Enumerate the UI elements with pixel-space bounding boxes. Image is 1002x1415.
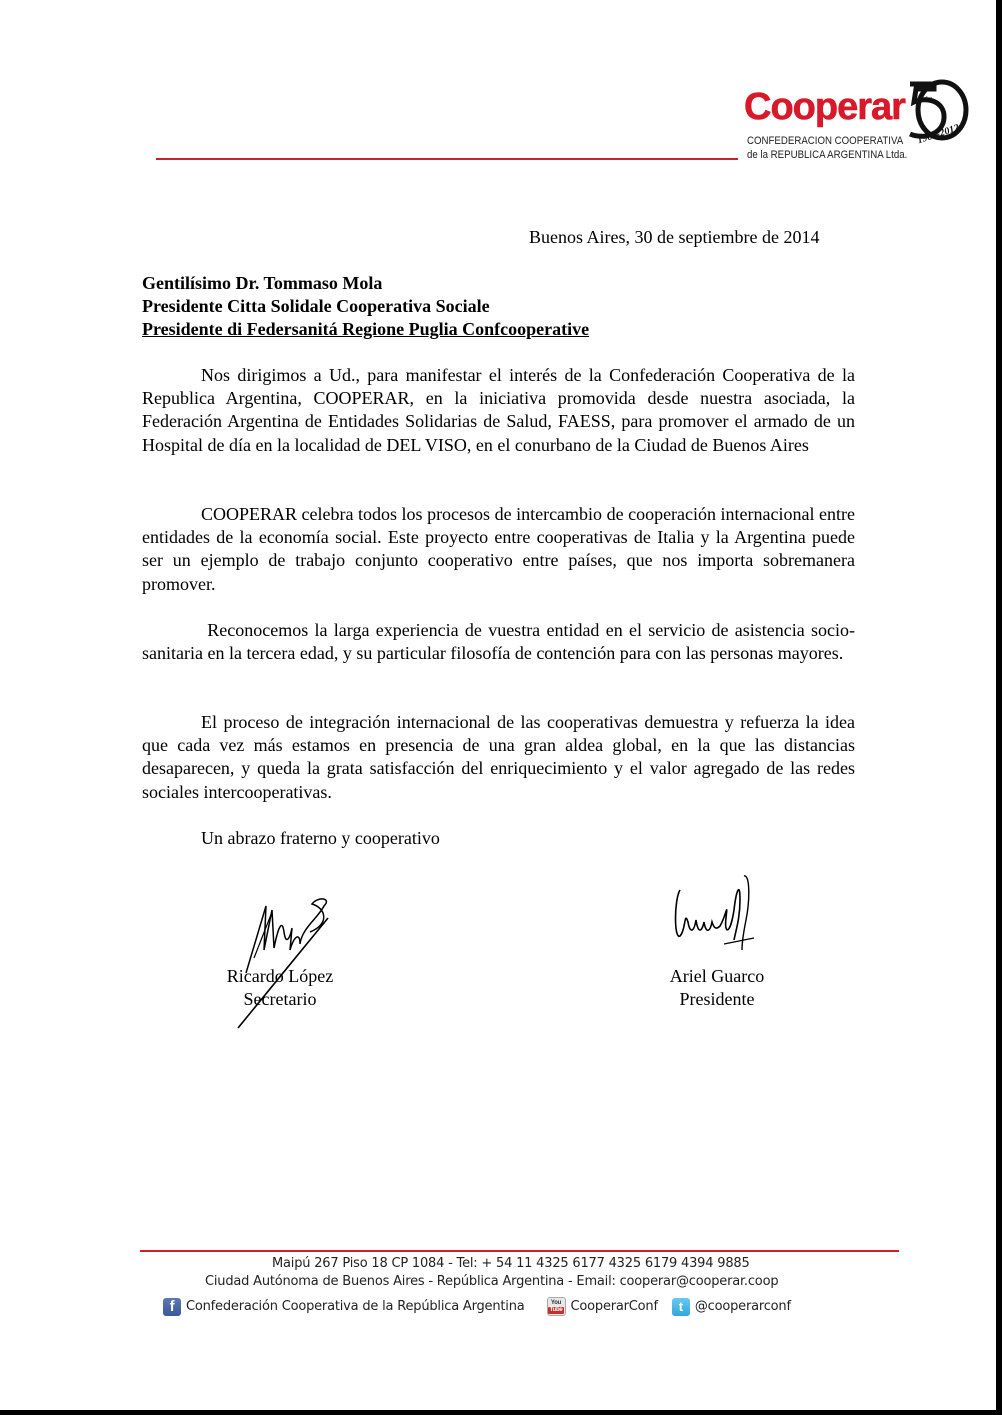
logo-subtitle-line1: CONFEDERACION COOPERATIVA [747, 135, 904, 147]
letter-date: Buenos Aires, 30 de septiembre de 2014 [529, 227, 820, 247]
signatory-president [642, 965, 792, 1011]
recipient-title-1: Presidente Citta Solidale Cooperativa Sociale [142, 296, 490, 317]
anniversary-word: AÑOS [922, 95, 940, 108]
header-divider [156, 158, 738, 160]
signatory-secretary [205, 965, 355, 1011]
recipient-title-2: Presidente di Federsanitá Regione Puglia Confcooperative [142, 319, 590, 340]
page-shadow-bottom [0, 1410, 1002, 1415]
signature-president [670, 870, 770, 955]
body-paragraph: Nos dirigimos a Ud., para manifestar el interés de la Confederación Cooperativa de la Republica Argentina, COOPERAR, en la iniciativa promovida desde nuestra asociada, la Federación Argentina de Entidades Solidarias de Salud, FAESS, para promover el armado de un Hospital de día en la localidad de DEL VISO, en el conurbano de la Ciudad de Buenos Aires [142, 365, 855, 455]
twitter-link[interactable]: t @cooperarconf [672, 1298, 791, 1316]
page-shadow-right [996, 0, 1002, 1415]
signatory-name: Ariel Guarco [669, 966, 765, 986]
twitter-icon: t [672, 1298, 690, 1316]
signatory-name: Ricardo López [226, 966, 334, 986]
logo-wordmark: Cooperar [744, 86, 905, 128]
cooperar-logo [740, 78, 970, 168]
recipient-block [142, 272, 589, 342]
signatory-title: Secretario [243, 989, 317, 1010]
footer-social-links [163, 1297, 791, 1316]
logo-subtitle-line2: de la REPUBLICA ARGENTINA Ltda. [747, 149, 908, 161]
anniversary-years: 1962-2012 [916, 122, 961, 146]
recipient-name: Gentilísimo Dr. Tommaso Mola [142, 273, 383, 293]
body-paragraph: Reconocemos la larga experiencia de vuestra entidad en el servicio de asistencia socio-sanitaria en la tercera edad, y su particular filosofía de contención para con las personas mayores. [142, 620, 855, 664]
body-paragraph: COOPERAR celebra todos los procesos de intercambio de cooperación internacional entre entidades de la economía social. Este proyecto entre cooperativas de Italia y la Argentina puede ser un ejemplo de trabajo conjunto cooperativo entre países, que nos importa sobremanera promover. [142, 504, 855, 594]
footer-divider [140, 1250, 899, 1252]
footer-address: Maipú 267 Piso 18 CP 1084 - Tel: + 54 11 4325 6177 4325 6179 4394 9885 [272, 1256, 750, 1271]
youtube-icon: You Tube [547, 1297, 566, 1316]
youtube-link[interactable]: You Tube CooperarConf [547, 1297, 658, 1316]
closing-line: Un abrazo fraterno y cooperativo [201, 828, 440, 848]
body-paragraph: El proceso de integración internacional de las cooperativas demuestra y refuerza la idea que cada vez más estamos en presencia de una gran aldea global, en la que las distancias desaparecen, y queda la grata satisfacción del enriquecimiento y el valor agregado de las redes sociales intercooperativas. [142, 712, 855, 802]
facebook-link[interactable]: f Confederación Cooperativa de la República Argentina [163, 1298, 525, 1316]
signatory-title: Presidente [679, 989, 755, 1010]
footer-contact: Ciudad Autónoma de Buenos Aires - República Argentina - Email: cooperar@cooperar.coop [205, 1274, 779, 1289]
facebook-icon: f [163, 1298, 181, 1316]
